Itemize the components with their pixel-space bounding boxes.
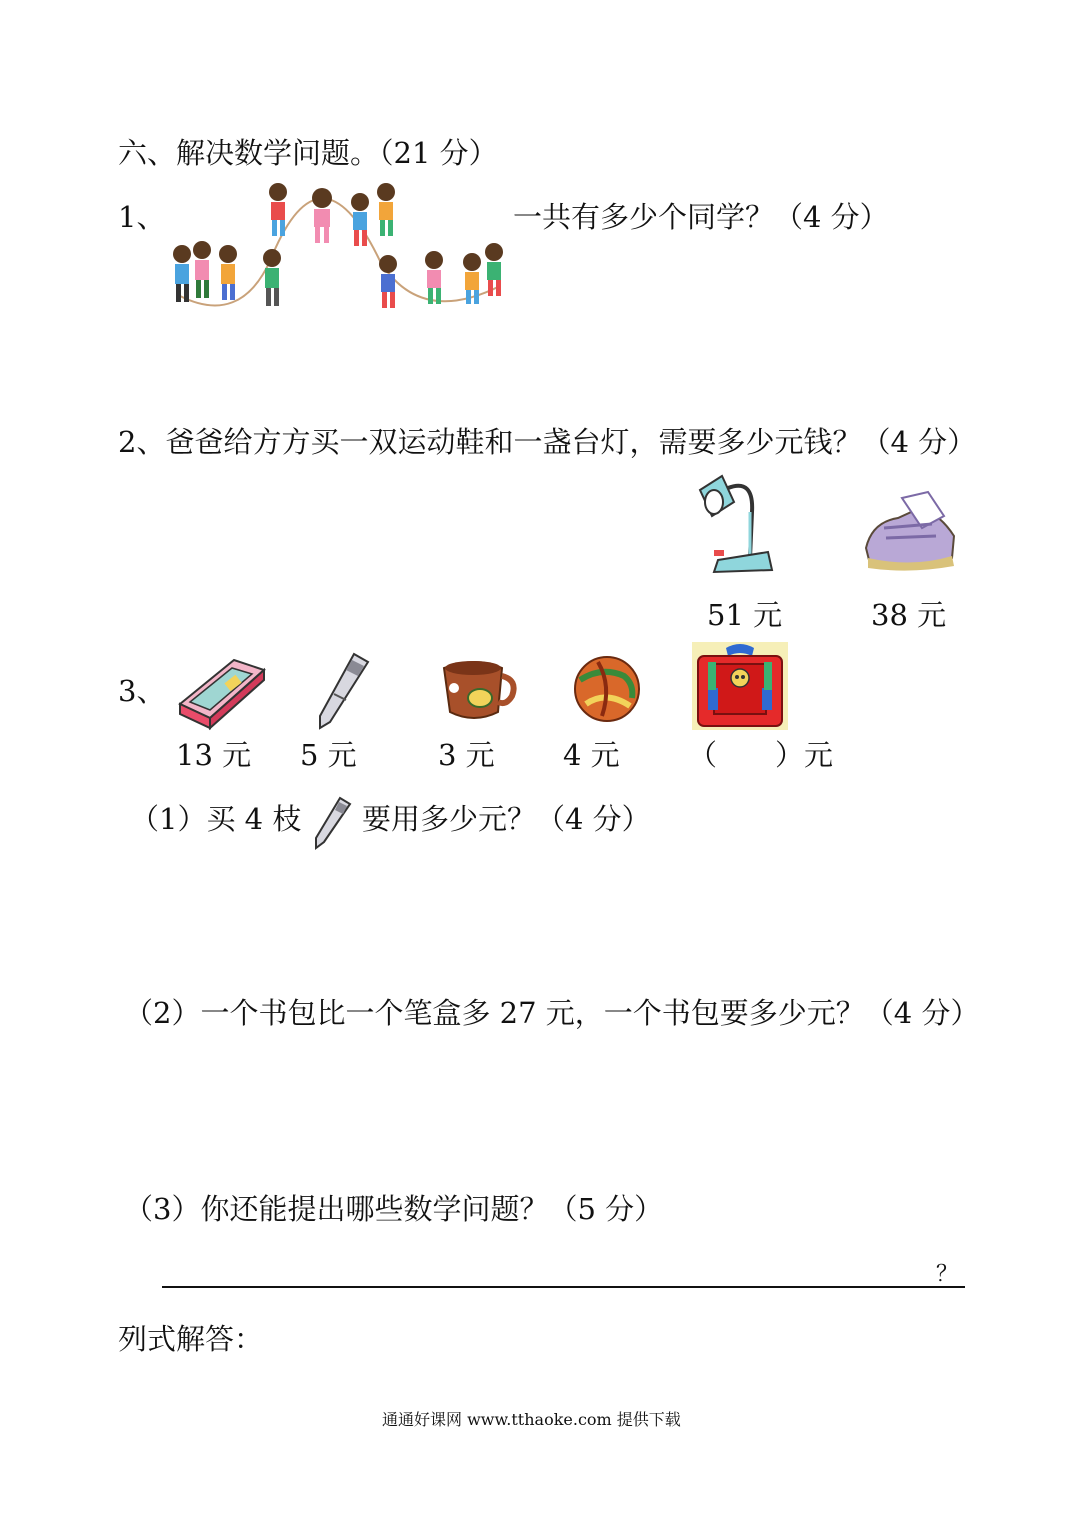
child-figure — [263, 249, 281, 306]
section-title: 六、解决数学问题。（21 分） — [118, 136, 498, 170]
child-figure — [312, 188, 332, 243]
child-figure — [219, 245, 237, 300]
q1-number: 1、 — [118, 200, 166, 234]
q3-number: 3、 — [118, 674, 166, 708]
child-figure — [351, 193, 369, 246]
item-price: 4 元 — [563, 738, 620, 772]
answer-label: 列式解答： — [118, 1322, 264, 1356]
footer-text: 通通好课网 www.tthaoke.com 提供下载 — [382, 1410, 681, 1429]
sub3-question: （3）你还能提出哪些数学问题？（5 分） — [124, 1192, 664, 1226]
child-figure — [173, 245, 191, 302]
pen-icon — [312, 650, 374, 732]
sneakers-icon — [862, 488, 960, 572]
child-figure — [379, 255, 397, 308]
school-bag-icon — [692, 642, 788, 730]
answer-blank-line — [162, 1286, 965, 1288]
item-price: 13 元 — [176, 738, 252, 772]
blank-question-mark: ？ — [936, 1262, 959, 1287]
child-figure — [377, 183, 395, 236]
pencil-box-icon — [176, 652, 268, 732]
cup-icon — [440, 654, 518, 726]
sub2-question: （2）一个书包比一个笔盒多 27 元，一个书包要多少元？（4 分） — [124, 996, 980, 1030]
q1-question: 一共有多少个同学？（4 分） — [513, 200, 889, 234]
desk-lamp-icon — [692, 472, 778, 576]
child-figure — [193, 241, 211, 298]
sub1-suffix: 要用多少元？（4 分） — [362, 802, 651, 836]
shoes-price: 38 元 — [871, 598, 947, 632]
jump-rope-children-illustration — [160, 176, 510, 314]
child-figure — [269, 183, 287, 236]
sub1-prefix: （1）买 4 枝 — [130, 802, 302, 836]
item-price: 5 元 — [300, 738, 357, 772]
pen-icon — [312, 796, 352, 850]
child-figure — [425, 251, 443, 304]
item-price: （ ）元 — [688, 738, 834, 772]
lamp-price: 51 元 — [707, 598, 783, 632]
item-price: 3 元 — [438, 738, 495, 772]
ball-icon — [572, 654, 642, 724]
q2-question: 2、爸爸给方方买一双运动鞋和一盏台灯，需要多少元钱？（4 分） — [118, 425, 977, 459]
